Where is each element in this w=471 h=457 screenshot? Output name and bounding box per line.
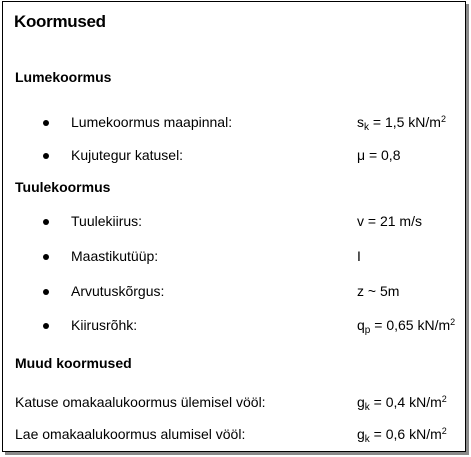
item-label: Lumekoormus maapinnal: [71, 114, 233, 130]
list-item [3, 394, 465, 414]
list-item [3, 426, 465, 446]
section-heading-wind: Tuulekoormus [15, 179, 111, 195]
item-value: $g_k = 0,6$ $kN/m^2$ [357, 426, 447, 445]
item-label: Lae omakaalukoormus alumisel vööl: [15, 426, 246, 442]
list-item [3, 283, 465, 303]
section-heading-other: Muud koormused [15, 355, 132, 371]
bullet-icon [43, 289, 49, 295]
item-label: Kujutegur katusel: [71, 147, 184, 163]
list-item [3, 317, 465, 337]
section-heading-snow: Lumekoormus [15, 69, 112, 85]
item-value: $g_k = 0,4$ $kN/m^2$ [357, 394, 447, 413]
list-item [3, 213, 465, 233]
bullet-icon [43, 323, 49, 329]
list-item [3, 114, 465, 134]
bullet-icon [43, 219, 49, 225]
item-value: μ = 0,8 [357, 147, 401, 163]
item-value: $q_p = 0,65$ $kN/m^2$ [357, 317, 456, 336]
item-value: I [357, 248, 361, 264]
item-label: Katuse omakaalukoormus ülemisel vööl: [15, 394, 266, 410]
item-label: Arvutuskõrgus: [71, 283, 165, 299]
bullet-icon [43, 153, 49, 159]
panel-title: Koormused [14, 12, 106, 31]
item-label: Tuulekiirus: [71, 213, 143, 229]
list-item [3, 248, 465, 268]
loads-panel [2, 1, 466, 452]
item-value: $s_k = 1,5$ $kN/m^2$ [357, 114, 446, 133]
bullet-icon [43, 254, 49, 260]
item-value: v = 21 m/s [357, 213, 422, 229]
bullet-icon [43, 120, 49, 126]
item-label: Maastikutüüp: [71, 248, 159, 264]
item-value: z ~ 5m [357, 283, 400, 299]
list-item [3, 147, 465, 167]
item-label: Kiirusrõhk: [71, 317, 138, 333]
